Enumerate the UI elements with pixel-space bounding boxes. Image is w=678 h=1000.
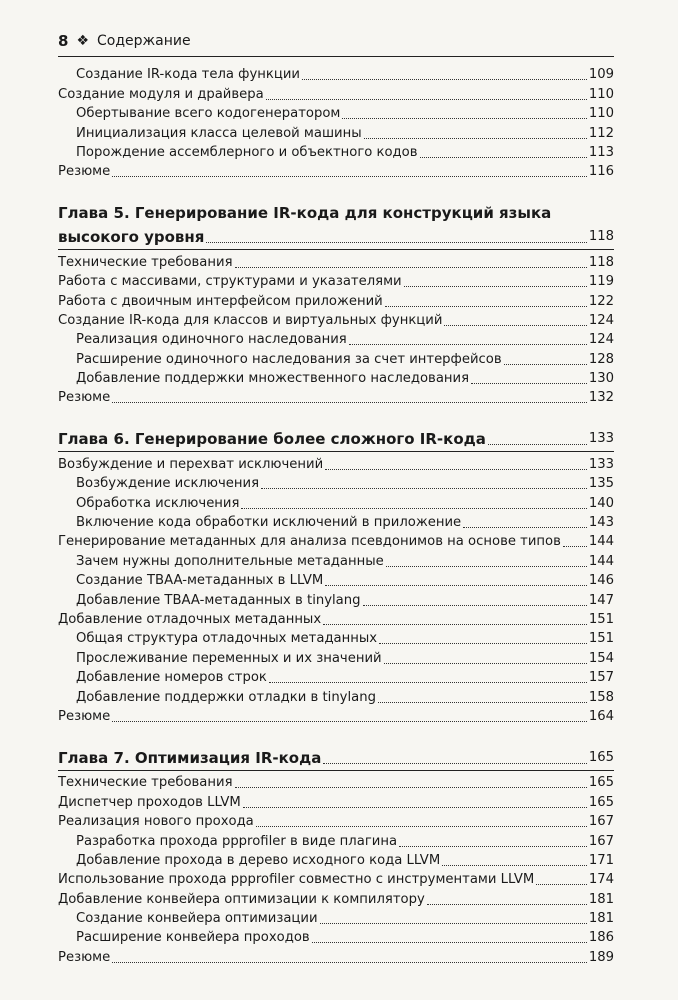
dot-leader (378, 702, 587, 703)
entry-title: Добавление номеров строк (76, 670, 267, 686)
entry-title: Возбуждение и перехват исключений (58, 456, 324, 472)
chapter-page-number: 118 (588, 229, 614, 245)
entry-title: Возбуждение исключения (76, 476, 260, 492)
dot-leader (235, 267, 587, 268)
toc-entry[interactable] (58, 388, 614, 407)
page-number: 8 (58, 32, 69, 50)
entry-page-number: 119 (588, 274, 614, 290)
dot-leader (504, 364, 587, 365)
entry-title: Добавление отладочных метаданных (58, 611, 322, 627)
entry-title: Расширение одиночного наследования за счет интерфейсов (76, 351, 502, 367)
toc-subentry[interactable] (58, 123, 614, 142)
entry-page-number: 110 (588, 106, 614, 122)
dot-leader (323, 763, 586, 764)
entry-page-number: 167 (588, 833, 614, 849)
dot-leader (442, 865, 587, 866)
toc-subentry[interactable] (58, 909, 614, 928)
entry-title: Создание TBAA-метаданных в LLVM (76, 573, 324, 589)
entry-title: Резюме (58, 164, 111, 180)
dot-leader (112, 962, 587, 963)
entry-page-number: 112 (588, 125, 614, 141)
toc-subentry[interactable] (58, 65, 614, 84)
entry-page-number: 130 (588, 371, 614, 387)
toc-entry[interactable] (58, 947, 614, 966)
toc-entry[interactable] (58, 610, 614, 629)
chapter-page-number: 165 (588, 749, 614, 765)
toc-subentry[interactable] (58, 369, 614, 388)
entry-page-number: 124 (588, 332, 614, 348)
entry-page-number: 171 (588, 852, 614, 868)
toc-subentry[interactable] (58, 474, 614, 493)
dot-leader (563, 546, 587, 547)
entry-title: Общая структура отладочных метаданных (76, 631, 378, 647)
chapter-page-number: 133 (588, 431, 614, 447)
dot-leader (386, 566, 587, 567)
entry-title: Добавление прохода в дерево исходного кода LLVM (76, 852, 441, 868)
toc-subentry[interactable] (58, 104, 614, 123)
entry-title: Генерирование метаданных для анализа псевдонимов на основе типов (58, 534, 561, 550)
entry-title: Технические требования (58, 254, 233, 270)
table-of-contents (58, 65, 614, 967)
dot-leader (471, 383, 587, 384)
chapter-heading[interactable] (58, 746, 614, 770)
toc-entry[interactable] (58, 707, 614, 726)
toc-section (58, 746, 614, 967)
entry-page-number: 140 (588, 495, 614, 511)
dot-leader (384, 663, 587, 664)
running-header (58, 30, 614, 57)
entry-page-number: 186 (588, 930, 614, 946)
toc-section (58, 201, 614, 407)
entry-page-number: 143 (588, 515, 614, 531)
entry-title: Включение кода обработки исключений в приложение (76, 515, 462, 531)
dot-leader (243, 807, 587, 808)
entry-title: Добавление TBAA-метаданных в tinylang (76, 592, 361, 608)
dot-leader (241, 508, 586, 509)
chapter-title: высокого уровня (58, 228, 205, 247)
toc-subentry[interactable] (58, 571, 614, 590)
entry-page-number: 118 (588, 254, 614, 270)
toc-entry[interactable] (58, 252, 614, 271)
chapter-title-line: Глава 5. Генерирование IR-кода для конструкций языка (58, 204, 552, 223)
dot-leader (427, 904, 587, 905)
toc-entry[interactable] (58, 532, 614, 551)
entry-title: Прослеживание переменных и их значений (76, 650, 382, 666)
entry-page-number: 135 (588, 476, 614, 492)
toc-section (58, 427, 614, 725)
dot-leader (256, 826, 587, 827)
entry-page-number: 189 (588, 949, 614, 965)
chapter-heading[interactable] (58, 427, 614, 451)
entry-page-number: 128 (588, 351, 614, 367)
entry-page-number: 151 (588, 611, 614, 627)
dot-leader (536, 884, 587, 885)
toc-subentry[interactable] (58, 513, 614, 532)
dot-leader (379, 643, 587, 644)
entry-title: Зачем нужны дополнительные метаданные (76, 553, 384, 569)
dot-leader (444, 325, 586, 326)
toc-entry[interactable] (58, 454, 614, 473)
entry-title: Технические требования (58, 775, 233, 791)
dot-leader (325, 469, 587, 470)
entry-page-number: 133 (588, 456, 614, 472)
entry-title: Порождение ассемблерного и объектного кодов (76, 144, 418, 160)
dot-leader (349, 344, 587, 345)
entry-page-number: 181 (588, 891, 614, 907)
entry-page-number: 181 (588, 911, 614, 927)
entry-title: Резюме (58, 390, 111, 406)
toc-subentry[interactable] (58, 143, 614, 162)
entry-title: Создание модуля и драйвера (58, 86, 264, 102)
toc-subentry[interactable] (58, 687, 614, 706)
entry-page-number: 110 (588, 86, 614, 102)
entry-page-number: 154 (588, 650, 614, 666)
chapter-rule (58, 451, 614, 452)
chapter-title-row (58, 427, 614, 451)
toc-page (58, 30, 614, 967)
entry-title: Создание конвейера оптимизации (76, 911, 318, 927)
toc-entry[interactable] (58, 870, 614, 889)
entry-title: Создание IR-кода тела функции (76, 67, 300, 83)
entry-page-number: 158 (588, 689, 614, 705)
entry-page-number: 146 (588, 573, 614, 589)
toc-subentry[interactable] (58, 349, 614, 368)
entry-title: Реализация одиночного наследования (76, 332, 347, 348)
entry-title: Обработка исключения (76, 495, 240, 511)
dot-leader (323, 624, 587, 625)
dot-leader (364, 138, 587, 139)
toc-subentry[interactable] (58, 648, 614, 667)
toc-subentry[interactable] (58, 831, 614, 850)
dot-leader (325, 585, 587, 586)
entry-title: Работа с двоичным интерфейсом приложений (58, 293, 383, 309)
entry-page-number: 122 (588, 293, 614, 309)
entry-title: Работа с массивами, структурами и указателями (58, 274, 402, 290)
toc-entry[interactable] (58, 792, 614, 811)
toc-subentry[interactable] (58, 551, 614, 570)
dot-leader (488, 444, 587, 445)
dot-leader (302, 79, 587, 80)
dot-leader (112, 176, 587, 177)
toc-subentry[interactable] (58, 493, 614, 512)
entry-title: Использование прохода ppprofiler совместно с инструментами LLVM (58, 872, 535, 888)
entry-page-number: 157 (588, 670, 614, 686)
dot-leader (235, 787, 587, 788)
entry-title: Создание IR-кода для классов и виртуальных функций (58, 312, 443, 328)
toc-section (58, 65, 614, 181)
dot-leader (112, 721, 587, 722)
entry-page-number: 165 (588, 775, 614, 791)
entry-page-number: 144 (588, 534, 614, 550)
chapter-title-row (58, 225, 614, 249)
toc-entry[interactable] (58, 291, 614, 310)
dot-leader (363, 605, 587, 606)
entry-page-number: 124 (588, 312, 614, 328)
chapter-title: Глава 7. Оптимизация IR-кода (58, 748, 322, 767)
entry-page-number: 116 (588, 164, 614, 180)
entry-page-number: 167 (588, 814, 614, 830)
entry-title: Обертывание всего кодогенератором (76, 106, 341, 122)
toc-subentry[interactable] (58, 928, 614, 947)
toc-entry[interactable] (58, 84, 614, 103)
dot-leader (463, 527, 587, 528)
entry-page-number: 113 (588, 144, 614, 160)
entry-page-number: 147 (588, 592, 614, 608)
entry-page-number: 164 (588, 708, 614, 724)
toc-entry[interactable] (58, 272, 614, 291)
entry-title: Диспетчер проходов LLVM (58, 794, 241, 810)
entry-title: Резюме (58, 708, 111, 724)
toc-subentry[interactable] (58, 330, 614, 349)
dot-leader (266, 99, 587, 100)
entry-title: Расширение конвейера проходов (76, 930, 310, 946)
toc-entry[interactable] (58, 773, 614, 792)
dot-leader (342, 118, 586, 119)
entry-title: Реализация нового прохода (58, 814, 254, 830)
dot-leader (261, 488, 587, 489)
toc-subentry[interactable] (58, 590, 614, 609)
entry-page-number: 165 (588, 794, 614, 810)
toc-subentry[interactable] (58, 668, 614, 687)
dot-leader (206, 242, 586, 243)
dot-leader (399, 846, 587, 847)
toc-subentry[interactable] (58, 629, 614, 648)
entry-page-number: 174 (588, 872, 614, 888)
toc-subentry[interactable] (58, 851, 614, 870)
entry-title: Добавление конвейера оптимизации к компилятору (58, 891, 425, 907)
toc-entry[interactable] (58, 311, 614, 330)
toc-entry[interactable] (58, 812, 614, 831)
entry-title: Разработка прохода ppprofiler в виде плагина (76, 833, 398, 849)
dot-leader (312, 942, 587, 943)
chapter-title: Глава 6. Генерирование более сложного IR-кода (58, 430, 486, 449)
entry-page-number: 109 (588, 67, 614, 83)
entry-page-number: 144 (588, 553, 614, 569)
dot-leader (269, 682, 587, 683)
toc-entry[interactable] (58, 889, 614, 908)
dot-leader (385, 306, 587, 307)
chapter-rule (58, 249, 614, 250)
chapter-heading[interactable] (58, 201, 614, 249)
dot-leader (420, 157, 587, 158)
separator-glyph-icon: ❖ (76, 33, 89, 49)
chapter-rule (58, 770, 614, 771)
toc-entry[interactable] (58, 162, 614, 181)
dot-leader (404, 286, 587, 287)
dot-leader (320, 923, 587, 924)
header-title: Содержание (97, 33, 191, 49)
entry-title: Добавление поддержки отладки в tinylang (76, 689, 376, 705)
entry-page-number: 132 (588, 390, 614, 406)
entry-title: Добавление поддержки множественного наследования (76, 371, 470, 387)
dot-leader (112, 402, 587, 403)
chapter-title-row (58, 746, 614, 770)
entry-title: Резюме (58, 949, 111, 965)
entry-page-number: 151 (588, 631, 614, 647)
entry-title: Инициализация класса целевой машины (76, 125, 362, 141)
